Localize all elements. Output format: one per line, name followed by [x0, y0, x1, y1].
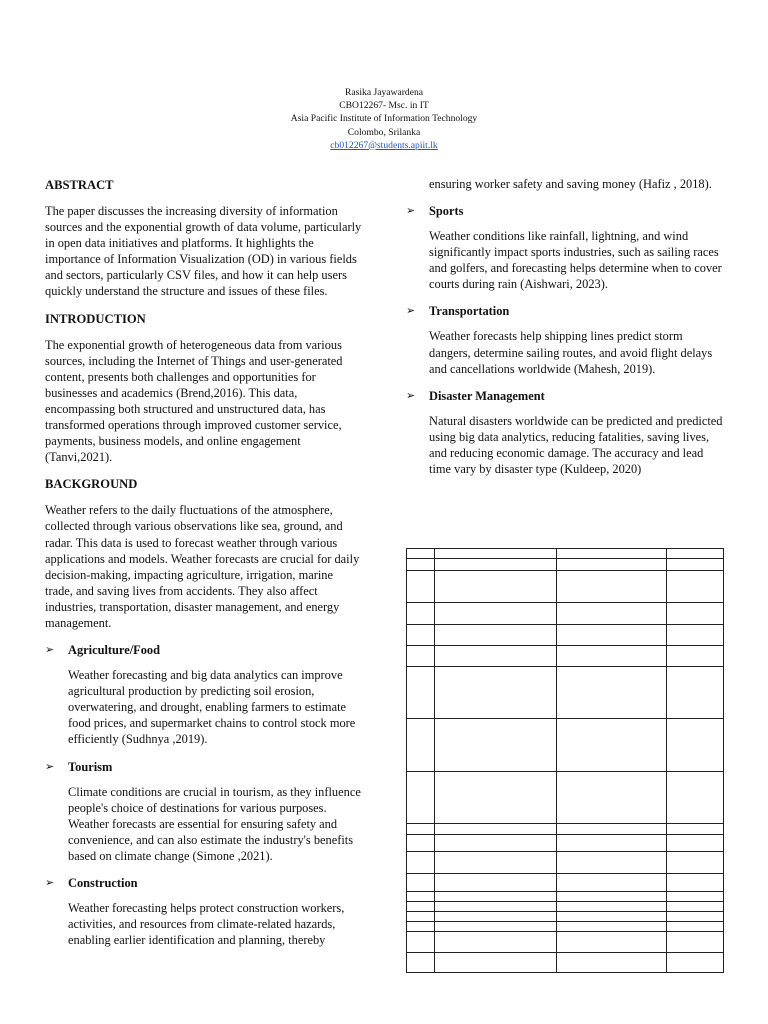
- table-cell: [407, 571, 435, 603]
- table-row: [407, 772, 724, 824]
- table-cell: [557, 852, 667, 874]
- table-row: [407, 646, 724, 667]
- table-row: [407, 874, 724, 892]
- table-row: [407, 625, 724, 646]
- table-cell: [407, 874, 435, 892]
- construction-text-continued: ensuring worker safety and saving money (Hafiz , 2018).: [429, 177, 712, 191]
- arrow-bullet-icon: ➢: [45, 644, 55, 657]
- transportation-heading: ➢ Transportation: [406, 304, 510, 319]
- table-row: [407, 892, 724, 902]
- arrow-bullet-icon: ➢: [406, 305, 416, 318]
- program: CBO12267- Msc. in IT: [339, 100, 429, 112]
- background-text: Weather refers to the daily fluctuations of the atmosphere, collected through various observations like sea, ground, and radar. This data is used to forecast weather through various applications and models. Weather forecasts are crucial for daily decision-making, impacting agriculture, irrigation, marine trade, and saving lives from accidents. They also affect industries, transportation, disaster management, and energy management.: [45, 503, 360, 630]
- table-cell: [557, 646, 667, 667]
- table-row: [407, 835, 724, 852]
- construction-text: Weather forecasting helps protect construction workers, activities, and resources from climate-related hazards, enabling earlier identification and planning, thereby: [68, 901, 345, 948]
- table-cell: [557, 902, 667, 912]
- table-cell: [557, 874, 667, 892]
- table-cell: [435, 559, 557, 571]
- table-cell: [667, 571, 724, 603]
- table-cell: [435, 922, 557, 932]
- table-cell: [407, 603, 435, 625]
- table-cell: [667, 874, 724, 892]
- table-row: [407, 912, 724, 922]
- location: Colombo, Srilanka: [347, 126, 421, 138]
- table-cell: [557, 912, 667, 922]
- left-column: [45, 176, 363, 958]
- table-cell: [407, 772, 435, 824]
- background-heading: BACKGROUND: [45, 477, 138, 492]
- paper-header: [0, 86, 768, 152]
- sports-heading: ➢ Sports: [406, 204, 464, 219]
- table-cell: [407, 625, 435, 646]
- table-cell: [557, 549, 667, 559]
- table-cell: [667, 932, 724, 953]
- right-column: [406, 176, 742, 487]
- table-cell: [557, 667, 667, 719]
- table-cell: [667, 667, 724, 719]
- disaster-text: Natural disasters worldwide can be predicted and predicted using big data analytics, reducing fatalities, saving lives, and reducing economic damage. The accuracy and lead time vary by disaster type (Kuldeep, 2020): [429, 413, 742, 477]
- table-cell: [407, 852, 435, 874]
- table-cell: [557, 824, 667, 835]
- table-row: [407, 719, 724, 772]
- table-cell: [667, 892, 724, 902]
- table-row: [407, 922, 724, 932]
- table-row: [407, 902, 724, 912]
- table-cell: [435, 852, 557, 874]
- table-cell: [407, 835, 435, 852]
- table-row: [407, 667, 724, 719]
- table-row: [407, 932, 724, 953]
- table-cell: [557, 953, 667, 973]
- table-cell: [435, 549, 557, 559]
- table-row: [407, 953, 724, 973]
- empty-table: [406, 548, 723, 970]
- agriculture-text: Weather forecasting and big data analytics can improve agricultural production by predicting soil erosion, overwatering, and drought, enabling farmers to estimate food prices, and supermarket chains to control stock more efficiently (Sudhnya ,2019).: [68, 668, 356, 747]
- introduction-heading: INTRODUCTION: [45, 311, 146, 326]
- introduction-text: The exponential growth of heterogeneous data from various sources, including the Internet of Things and user-generated content, presents both challenges and opportunities for businesses and academics (Brend,2016). This data, encompassing both structured and unstructured data, has transformed operations through improved customer service, payments, business models, and online engagement (Tanvi,2021).: [45, 337, 343, 465]
- table-cell: [557, 772, 667, 824]
- transportation-text: Weather forecasts help shipping lines predict storm dangers, determine sailing routes, and avoid flight delays and cancellations worldwide (Mahesh, 2019).: [429, 329, 713, 376]
- table-cell: [667, 824, 724, 835]
- table-cell: [407, 932, 435, 953]
- tourism-text: Climate conditions are crucial in tourism, as they influence people's choice of destinations for various purposes. Weather forecasts are essential for ensuring safety and convenience, and can also estimate the industry's benefits based on climate change (Simone ,2021).: [68, 784, 361, 863]
- author-name: Rasika Jayawardena: [344, 87, 424, 98]
- email-link[interactable]: cb012267@students.apiit.lk: [330, 139, 438, 151]
- arrow-bullet-icon: ➢: [406, 205, 416, 218]
- table-cell: [667, 549, 724, 559]
- table-cell: [407, 892, 435, 902]
- sports-text: Weather conditions like rainfall, lightning, and wind significantly impact sports industries, such as sailing races and golfers, and forecasting helps determine when to cover courts during rain (Aishwari, 2023).: [429, 229, 722, 292]
- table-cell: [435, 874, 557, 892]
- table-cell: [435, 912, 557, 922]
- abstract-text: The paper discusses the increasing diversity of information sources and the exponential growth of data volume, particularly in open data initiatives and platforms. It highlights the importance of Information Visualization (OD) in various fields and sectors, particularly CSV files, and how it can help users quickly understand the structure and issues of these files.: [45, 204, 362, 299]
- table-cell: [557, 932, 667, 953]
- arrow-bullet-icon: ➢: [45, 877, 55, 889]
- table-cell: [667, 646, 724, 667]
- table-cell: [667, 559, 724, 571]
- table-cell: [407, 667, 435, 719]
- table-cell: [557, 719, 667, 772]
- table-cell: [407, 912, 435, 922]
- table-cell: [557, 625, 667, 646]
- table-cell: [435, 772, 557, 824]
- table-cell: [557, 835, 667, 852]
- table-cell: [557, 892, 667, 902]
- table-cell: [407, 559, 435, 571]
- table-cell: [435, 824, 557, 835]
- agriculture-heading: ➢ Agriculture/Food: [45, 643, 161, 658]
- disaster-heading: ➢ Disaster Management: [406, 388, 545, 403]
- table-cell: [407, 902, 435, 912]
- table-cell: [667, 912, 724, 922]
- table-cell: [667, 719, 724, 772]
- table-cell: [435, 646, 557, 667]
- construction-heading: ➢ Construction: [45, 876, 138, 890]
- table-row: [407, 603, 724, 625]
- table-cell: [407, 922, 435, 932]
- table-cell: [435, 892, 557, 902]
- table-cell: [435, 932, 557, 953]
- table-cell: [435, 667, 557, 719]
- arrow-bullet-icon: ➢: [45, 760, 55, 773]
- table-cell: [435, 719, 557, 772]
- table-cell: [435, 835, 557, 852]
- institute: Asia Pacific Institute of Information Technology: [290, 113, 478, 125]
- table-cell: [435, 902, 557, 912]
- table-row: [407, 549, 724, 559]
- table-cell: [407, 646, 435, 667]
- table-cell: [407, 549, 435, 559]
- table-cell: [435, 953, 557, 973]
- tourism-heading: ➢ Tourism: [45, 759, 113, 774]
- table-cell: [667, 902, 724, 912]
- table-cell: [407, 953, 435, 973]
- table-row: [407, 571, 724, 603]
- table-cell: [557, 571, 667, 603]
- table-cell: [435, 625, 557, 646]
- table-cell: [667, 625, 724, 646]
- table-cell: [407, 719, 435, 772]
- table-cell: [667, 953, 724, 973]
- table-cell: [667, 772, 724, 824]
- table-row: [407, 852, 724, 874]
- table-cell: [667, 603, 724, 625]
- arrow-bullet-icon: ➢: [406, 389, 416, 402]
- table-cell: [667, 835, 724, 852]
- table-cell: [667, 922, 724, 932]
- table-cell: [557, 559, 667, 571]
- table-cell: [435, 603, 557, 625]
- table-row: [407, 559, 724, 571]
- table-cell: [557, 922, 667, 932]
- table-cell: [667, 852, 724, 874]
- abstract-heading: ABSTRACT: [45, 178, 114, 192]
- table-cell: [557, 603, 667, 625]
- table-row: [407, 824, 724, 835]
- table-cell: [407, 824, 435, 835]
- table-cell: [435, 571, 557, 603]
